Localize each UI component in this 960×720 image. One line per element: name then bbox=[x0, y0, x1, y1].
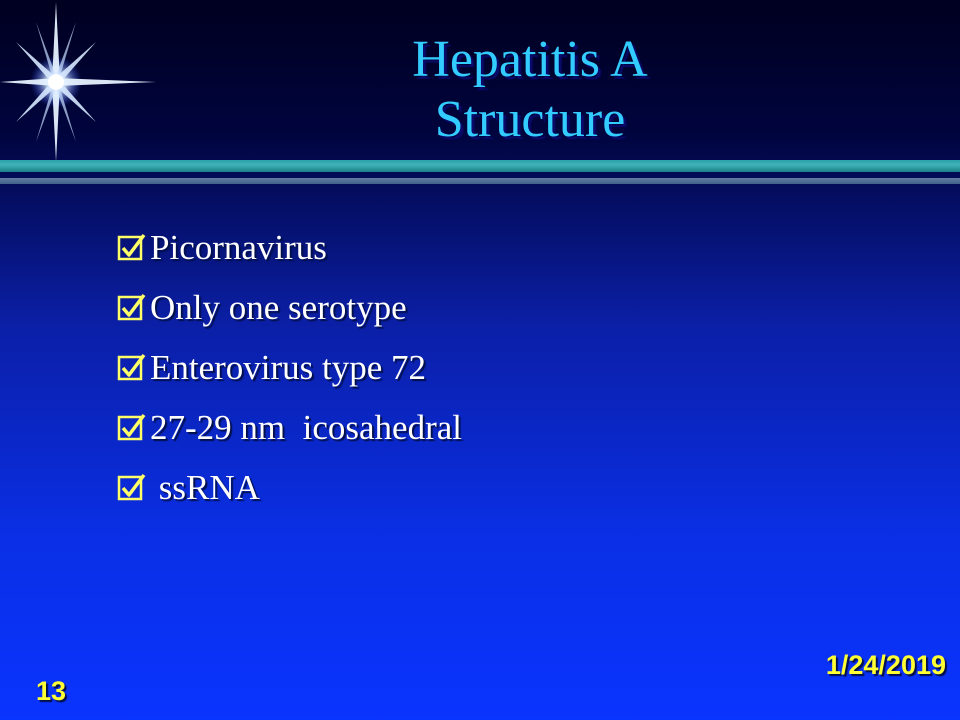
checkbox-checked-icon bbox=[116, 473, 146, 503]
starburst-icon bbox=[0, 0, 170, 170]
title-divider-bar bbox=[0, 160, 960, 172]
list-item bbox=[116, 458, 462, 518]
list-item bbox=[116, 218, 462, 278]
title-divider-thin-bar bbox=[0, 178, 960, 184]
slide-number: 13 bbox=[36, 676, 67, 706]
bullet-text: ssRNA bbox=[150, 468, 260, 507]
checkbox-checked-icon bbox=[116, 413, 146, 443]
bullet-text: Only one serotype bbox=[150, 288, 407, 327]
title-line-2: Structure bbox=[434, 91, 626, 148]
checkbox-checked-icon bbox=[116, 293, 146, 323]
bullet-text: Picornavirus bbox=[150, 228, 327, 267]
checkbox-checked-icon bbox=[116, 233, 146, 263]
bullet-list bbox=[116, 218, 462, 518]
footer-date: 1/24/2019 bbox=[825, 650, 946, 680]
list-item bbox=[116, 338, 462, 398]
checkbox-checked-icon bbox=[116, 353, 146, 383]
list-item bbox=[116, 398, 462, 458]
bullet-text: 27-29 nm icosahedral bbox=[150, 408, 462, 447]
list-item bbox=[116, 278, 462, 338]
title-line-1: Hepatitis A bbox=[412, 31, 648, 88]
bullet-text: Enterovirus type 72 bbox=[150, 348, 427, 387]
slide-title bbox=[300, 30, 760, 150]
